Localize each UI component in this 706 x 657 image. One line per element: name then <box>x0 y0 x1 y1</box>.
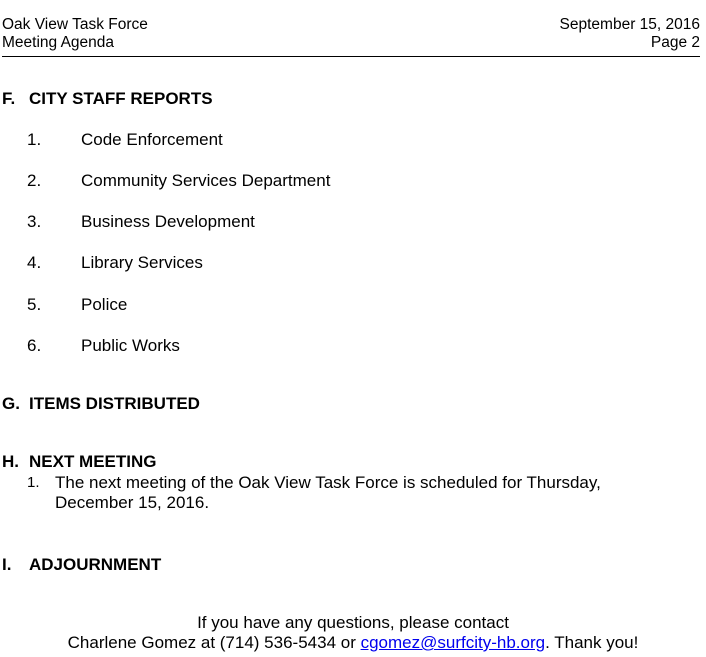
item-number: 1. <box>27 474 40 491</box>
header-right <box>560 16 700 52</box>
list-item <box>27 171 330 191</box>
item-number: 2. <box>27 171 42 190</box>
item-number: 1. <box>27 130 42 149</box>
item-text: Code Enforcement <box>81 130 223 149</box>
header-doc-type: Meeting Agenda <box>2 34 115 51</box>
item-number: 4. <box>27 253 42 272</box>
item-number: 6. <box>27 336 42 355</box>
list-item <box>27 336 180 356</box>
section-letter: F. <box>2 89 16 108</box>
section-heading-h <box>2 452 157 472</box>
item-text: Public Works <box>81 336 180 355</box>
item-text: Police <box>81 295 128 314</box>
list-item <box>27 473 667 513</box>
section-title: NEXT MEETING <box>29 452 157 471</box>
section-letter: H. <box>2 452 19 471</box>
list-item <box>27 130 223 150</box>
page-header <box>2 16 700 57</box>
list-item <box>27 212 255 232</box>
list-item <box>27 253 203 273</box>
item-number: 5. <box>27 295 42 314</box>
email-link[interactable]: cgomez@surfcity-hb.org <box>360 633 546 652</box>
item-text: Business Development <box>81 212 255 231</box>
footer-thanks-text: . Thank you! <box>545 633 639 652</box>
section-heading-g <box>2 394 200 414</box>
header-left <box>2 16 148 52</box>
header-date: September 15, 2016 <box>559 16 700 33</box>
item-text: Community Services Department <box>81 171 331 190</box>
footer-line-2 <box>0 633 706 653</box>
list-item <box>27 295 127 315</box>
section-letter: I. <box>2 555 12 574</box>
footer-contact-text: Charlene Gomez at (714) 536-5434 or <box>67 633 361 652</box>
item-text: The next meeting of the Oak View Task Force is scheduled for Thursday, December 15, 2016. <box>55 473 601 512</box>
section-letter: G. <box>2 394 20 413</box>
section-title: CITY STAFF REPORTS <box>29 89 213 108</box>
item-number: 3. <box>27 212 42 231</box>
section-heading-f <box>2 89 213 109</box>
header-org: Oak View Task Force <box>2 16 148 33</box>
item-text: Library Services <box>81 253 203 272</box>
section-title: ADJOURNMENT <box>29 555 162 574</box>
footer-line-1: If you have any questions, please contact <box>197 613 509 632</box>
section-heading-i <box>2 555 161 575</box>
header-page-number: Page 2 <box>650 34 700 51</box>
contact-footer <box>0 613 706 653</box>
section-title: ITEMS DISTRIBUTED <box>29 394 200 413</box>
